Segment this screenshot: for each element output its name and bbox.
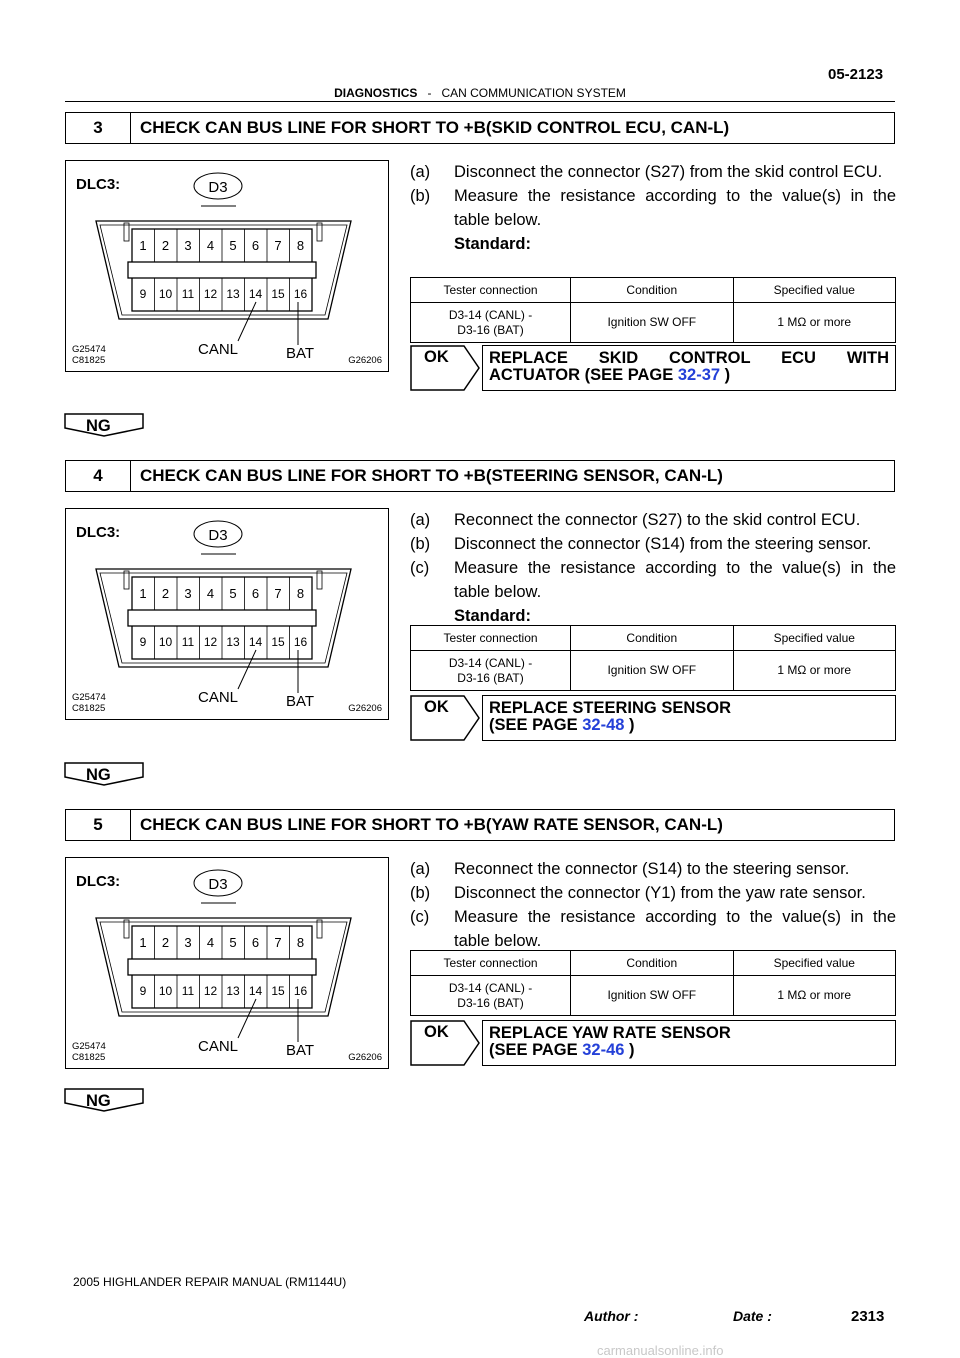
step-4-instructions xyxy=(410,508,896,628)
ok-action-box: REPLACE YAW RATE SENSOR (SEE PAGE 32-46 ) xyxy=(482,1020,896,1066)
pin-label: 8 xyxy=(296,238,305,253)
dlc3-diagram xyxy=(65,508,389,720)
condition-cell: Ignition SW OFF xyxy=(571,976,733,1016)
figure-code: G25474 xyxy=(72,1041,106,1052)
pin-label: 2 xyxy=(161,586,170,601)
connector-label: D3 xyxy=(208,179,228,196)
dlc3-connector-drawing xyxy=(66,858,388,1068)
pin-label: 9 xyxy=(139,635,147,649)
pin-label: 8 xyxy=(296,935,305,950)
step-title: CHECK CAN BUS LINE FOR SHORT TO +B(SKID CONTROL ECU, CAN-L) xyxy=(140,118,730,137)
standard-label: Standard: xyxy=(454,607,532,625)
ok-action-line: REPLACE YAW RATE SENSOR xyxy=(489,1024,731,1042)
tester-connection-cell: D3-14 (CANL) - D3-16 (BAT) xyxy=(411,303,571,343)
pin-label: 14 xyxy=(248,287,263,301)
bat-label: BAT xyxy=(285,345,315,362)
column-header: Specified value xyxy=(733,278,895,303)
pin-label: 3 xyxy=(184,586,192,601)
column-header: Condition xyxy=(571,278,733,303)
instruction-item: (a) Reconnect the connector (S14) to the steering sensor. xyxy=(410,860,850,878)
pin-label: 4 xyxy=(206,935,215,950)
header-separator: - xyxy=(427,86,432,100)
step-3-instructions xyxy=(410,160,896,256)
dlc3-diagram xyxy=(65,160,389,372)
pin-label: 15 xyxy=(271,635,285,649)
spec-table xyxy=(410,625,896,691)
step-5-header xyxy=(65,809,895,841)
specified-value-cell: 1 MΩ or more xyxy=(733,976,895,1016)
figure-code: G25474 xyxy=(72,692,106,703)
canl-label: CANL xyxy=(197,341,239,358)
pin-label: 9 xyxy=(139,287,147,301)
tester-connection-cell: D3-14 (CANL) - D3-16 (BAT) xyxy=(411,976,571,1016)
pin-label: 11 xyxy=(181,287,195,301)
dlc3-connector-drawing xyxy=(66,161,388,371)
instruction-item: (c) Measure the resistance according to the value(s) in the table below. xyxy=(410,559,896,601)
manual-title: 2005 HIGHLANDER REPAIR MANUAL (RM1144U) xyxy=(73,1275,347,1289)
pin-label: 6 xyxy=(251,238,260,253)
step-5-instructions xyxy=(410,857,896,953)
step-number: 4 xyxy=(66,461,131,491)
pin-label: 7 xyxy=(274,238,282,253)
pin-label: 6 xyxy=(251,586,260,601)
header-rule xyxy=(65,101,895,102)
ok-action-box: REPLACE STEERING SENSOR (SEE PAGE 32-48 ) xyxy=(482,695,896,741)
pin-label: 2 xyxy=(161,935,170,950)
ok-result xyxy=(410,695,896,741)
pin-label: 12 xyxy=(203,984,218,998)
dlc3-label: DLC3: xyxy=(76,873,121,890)
specified-value-cell: 1 MΩ or more xyxy=(733,651,895,691)
spec-table xyxy=(410,277,896,343)
pin-label: 12 xyxy=(203,287,218,301)
pin-label: 13 xyxy=(226,635,240,649)
figure-code: G26206 xyxy=(348,703,382,714)
pin-label: 14 xyxy=(248,984,263,998)
subsection-title: CAN COMMUNICATION SYSTEM xyxy=(441,86,626,100)
pin-label: 11 xyxy=(181,984,195,998)
ok-result xyxy=(410,345,896,391)
pin-label: 4 xyxy=(206,586,215,601)
pin-label: 12 xyxy=(203,635,218,649)
ok-arrow xyxy=(410,695,480,741)
pin-label: 16 xyxy=(293,635,308,649)
pin-label: 16 xyxy=(293,984,308,998)
page-header xyxy=(65,86,895,100)
ok-action-line: REPLACE STEERING SENSOR xyxy=(489,699,732,717)
instruction-item: (a) Disconnect the connector (S27) from the skid control ECU. xyxy=(410,163,883,181)
ng-marker xyxy=(64,413,144,437)
ok-action-line: REPLACE SKID CONTROL ECU WITH xyxy=(489,349,889,367)
step-number: 5 xyxy=(66,810,131,840)
connector-label: D3 xyxy=(208,527,228,544)
page-link[interactable]: 32-37 xyxy=(677,366,721,384)
ok-arrow xyxy=(410,1020,480,1066)
figure-code: C81825 xyxy=(72,703,106,714)
table-row xyxy=(411,303,896,343)
instruction-item: (b) Measure the resistance according to the value(s) in the table below. xyxy=(410,187,896,229)
specified-value-cell: 1 MΩ or more xyxy=(733,303,895,343)
ng-label: NG xyxy=(86,766,111,784)
ng-label: NG xyxy=(86,417,111,435)
pin-label: 15 xyxy=(271,287,285,301)
pin-label: 5 xyxy=(229,238,237,253)
pin-label: 10 xyxy=(158,984,173,998)
pin-label: 7 xyxy=(274,586,282,601)
pin-label: 1 xyxy=(139,935,147,950)
instruction-item: (c) Measure the resistance according to the value(s) in the table below. xyxy=(410,908,896,950)
ok-label: OK xyxy=(424,348,449,366)
pin-label: 10 xyxy=(158,635,173,649)
pin-label: 6 xyxy=(251,935,260,950)
page-link[interactable]: 32-48 xyxy=(582,716,625,734)
pin-label: 3 xyxy=(184,238,192,253)
ng-marker xyxy=(64,762,144,786)
tester-connection-cell: D3-14 (CANL) - D3-16 (BAT) xyxy=(411,651,571,691)
pin-label: 1 xyxy=(139,238,147,253)
figure-code: G25474 xyxy=(72,344,106,355)
table-row xyxy=(411,651,896,691)
pin-label: 10 xyxy=(158,287,173,301)
step-3-header xyxy=(65,112,895,144)
pin-label: 5 xyxy=(229,935,237,950)
pin-label: 2 xyxy=(161,238,170,253)
table-row xyxy=(411,976,896,1016)
instruction-item: (a) Reconnect the connector (S27) to the skid control ECU. xyxy=(410,511,861,529)
figure-code: G26206 xyxy=(348,1052,382,1063)
dlc3-label: DLC3: xyxy=(76,176,121,193)
author-label: Author : xyxy=(584,1308,639,1324)
column-header: Condition xyxy=(571,951,733,976)
pin-label: 5 xyxy=(229,586,237,601)
column-header: Specified value xyxy=(733,626,895,651)
pin-label: 4 xyxy=(206,238,215,253)
column-header: Condition xyxy=(571,626,733,651)
pin-label: 13 xyxy=(226,984,240,998)
column-header: Tester connection xyxy=(411,278,571,303)
pin-label: 7 xyxy=(274,935,282,950)
page-link[interactable]: 32-46 xyxy=(582,1041,625,1059)
step-number: 3 xyxy=(66,113,131,143)
column-header: Specified value xyxy=(733,951,895,976)
dlc3-label: DLC3: xyxy=(76,524,121,541)
column-header: Tester connection xyxy=(411,951,571,976)
ok-arrow xyxy=(410,345,480,391)
dlc3-connector-drawing xyxy=(66,509,388,719)
footer-page-number: 2313 xyxy=(851,1308,885,1325)
ok-label: OK xyxy=(424,698,449,716)
pin-label: 11 xyxy=(181,635,195,649)
figure-code: C81825 xyxy=(72,355,106,366)
step-title: CHECK CAN BUS LINE FOR SHORT TO +B(YAW RATE SENSOR, CAN-L) xyxy=(140,815,723,834)
bat-label: BAT xyxy=(285,693,315,710)
pin-label: 3 xyxy=(184,935,192,950)
page-number: 05-2123 xyxy=(828,66,884,83)
watermark: carmanualsonline.info xyxy=(597,1343,724,1358)
pin-label: 8 xyxy=(296,586,305,601)
canl-label: CANL xyxy=(197,689,239,706)
pin-label: 14 xyxy=(248,635,263,649)
instruction-item: (b) Disconnect the connector (S14) from the steering sensor. xyxy=(410,535,872,553)
figure-code: G26206 xyxy=(348,355,382,366)
ok-result xyxy=(410,1020,896,1066)
section-title: DIAGNOSTICS xyxy=(334,86,418,100)
canl-label: CANL xyxy=(197,1038,239,1055)
condition-cell: Ignition SW OFF xyxy=(571,303,733,343)
step-title: CHECK CAN BUS LINE FOR SHORT TO +B(STEERING SENSOR, CAN-L) xyxy=(140,466,723,485)
column-header: Tester connection xyxy=(411,626,571,651)
instruction-item: (b) Disconnect the connector (Y1) from the yaw rate sensor. xyxy=(410,884,866,902)
pin-label: 1 xyxy=(139,586,147,601)
ng-label: NG xyxy=(86,1092,111,1110)
step-4-header xyxy=(65,460,895,492)
figure-code: C81825 xyxy=(72,1052,106,1063)
ok-action-box: REPLACE SKID CONTROL ECU WITH ACTUATOR (SEE PAGE 32-37 ) xyxy=(482,345,896,391)
condition-cell: Ignition SW OFF xyxy=(571,651,733,691)
pin-label: 16 xyxy=(293,287,308,301)
pin-label: 15 xyxy=(271,984,285,998)
ng-marker xyxy=(64,1088,144,1112)
bat-label: BAT xyxy=(285,1042,315,1059)
pin-label: 9 xyxy=(139,984,147,998)
standard-label: Standard: xyxy=(454,235,532,253)
ok-label: OK xyxy=(424,1023,449,1041)
pin-label: 13 xyxy=(226,287,240,301)
connector-label: D3 xyxy=(208,876,228,893)
date-label: Date : xyxy=(733,1308,772,1324)
dlc3-diagram xyxy=(65,857,389,1069)
spec-table xyxy=(410,950,896,1016)
